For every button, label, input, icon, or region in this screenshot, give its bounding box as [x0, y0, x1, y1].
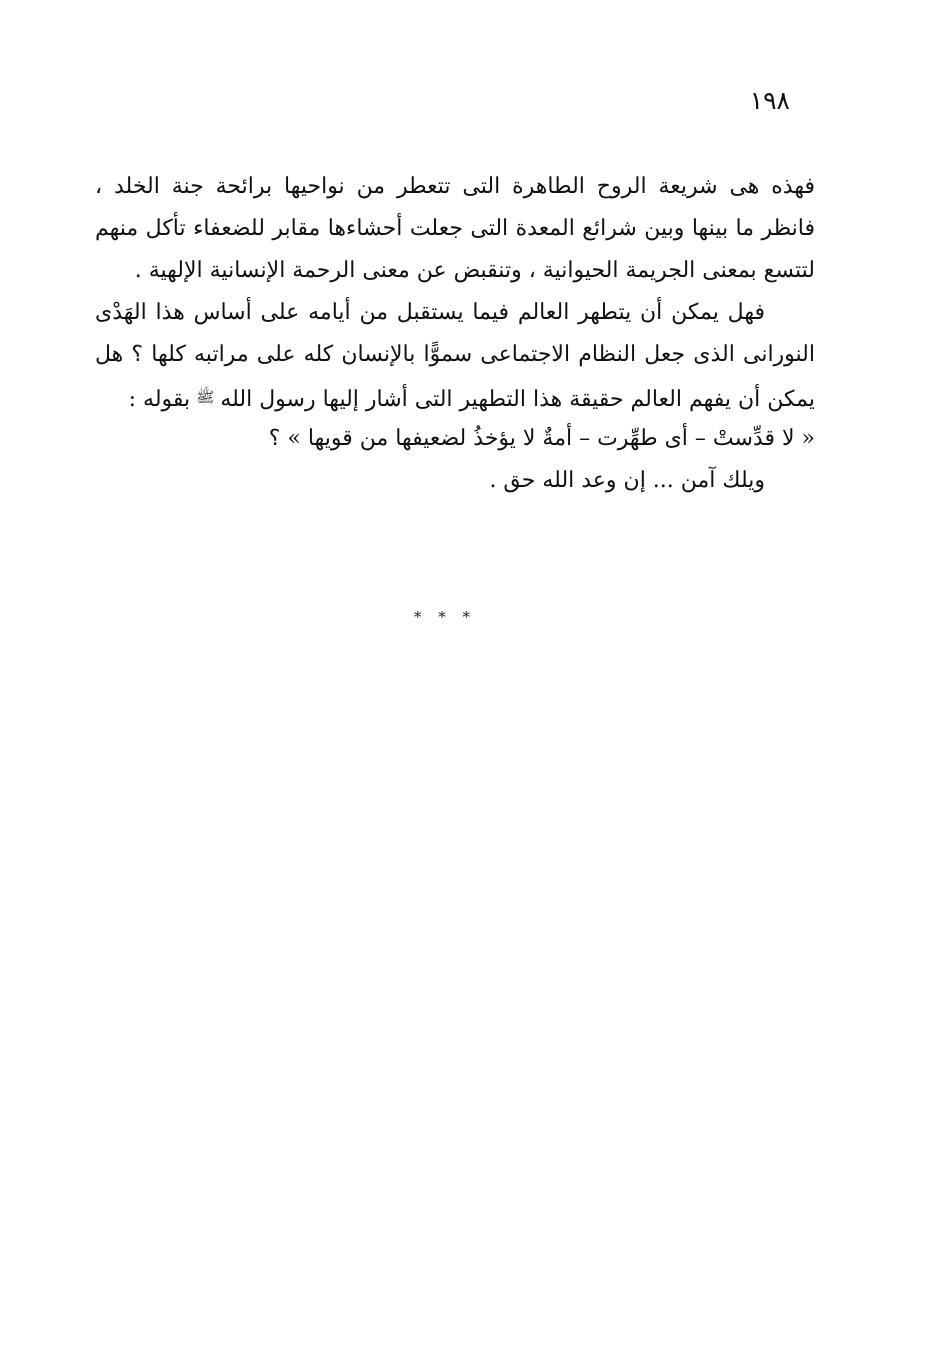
text-line-part: يمكن أن يفهم العالم حقيقة هذا التطهير التى أشار إليها رسول الله [220, 387, 815, 412]
honorific-symbol: ﷺ [196, 388, 215, 406]
section-separator: * * * [413, 608, 477, 626]
text-line: فانظر ما بينها وبين شرائع المعدة التى جعلت أحشاءها مقابر للضعفاء تأكل منهم [95, 216, 815, 241]
text-line: فهذه هى شريعة الروح الطاهرة التى تتعطر من نواحيها برائحة جنة الخلد ، [95, 174, 815, 199]
text-line: « لا قدِّستْ – أى طهِّرت – أمةٌ لا يؤخذُ لضعيفها من قويها » ؟ [268, 426, 815, 451]
text-line: فهل يمكن أن يتطهر العالم فيما يستقبل من أيامه على أساس هذا الهَدْى [95, 300, 765, 325]
text-line: ويلك آمن ... إن وعد الله حق . [489, 468, 765, 493]
text-line: النورانى الذى جعل النظام الاجتماعى سموًّا بالإنسان كله على مراتبه كلها ؟ هل [95, 342, 815, 367]
text-line-part: بقوله : [128, 387, 191, 412]
text-line-with-honorific [95, 376, 815, 418]
body-text [95, 166, 815, 502]
page-number: ١٩٨ [749, 86, 790, 115]
text-line: لتتسع بمعنى الجريمة الحيوانية ، وتنقبض عن معنى الرحمة الإنسانية الإلهية . [134, 258, 815, 283]
